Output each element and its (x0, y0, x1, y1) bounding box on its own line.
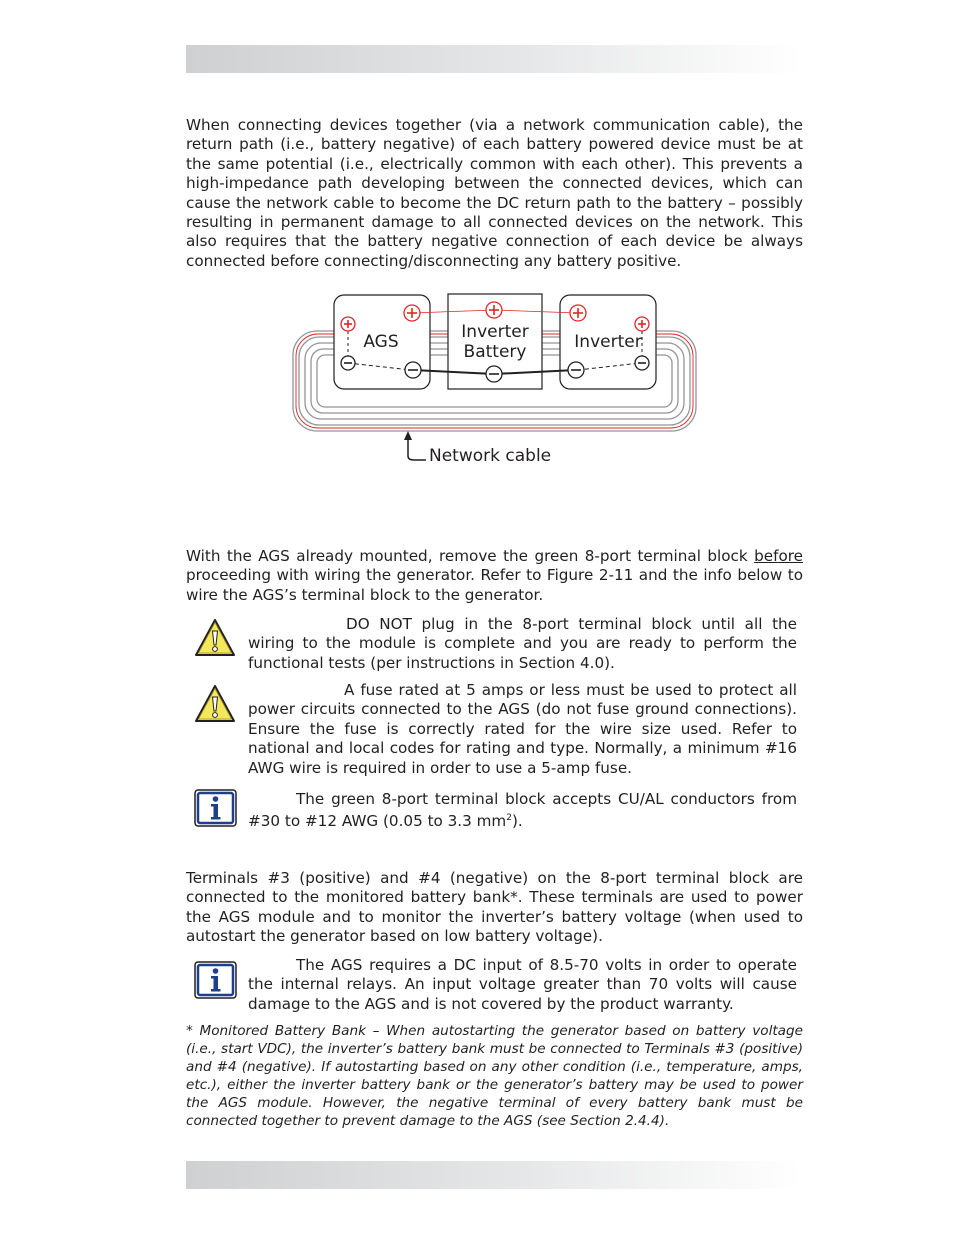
info-text-2: The AGS requires a DC input of 8.5-70 volts in order to operate the internal relays. An input voltage greater than 70 volts will cause damage to the AGS and is not covered by the product warranty. (248, 956, 797, 1013)
info1-end: ). (511, 812, 523, 831)
info-icon (194, 961, 237, 999)
para2-text: With the AGS already mounted, remove the green 8-port terminal block (186, 547, 748, 565)
header-bar (186, 45, 802, 73)
network-diagram (280, 290, 710, 470)
info1-text: The green 8-port terminal block accepts CU/AL conductors from #30 to #12 AWG (0.05 to 3.3 mm (248, 790, 797, 831)
pointer-arrow (408, 438, 426, 460)
footer-bar (186, 1161, 802, 1189)
para2-underlined: before (754, 547, 804, 565)
battery-label-line2: Battery (463, 342, 527, 362)
caution-icon (193, 683, 237, 725)
para2-text-end: proceeding with wiring the generator. Refer to Figure 2-11 and the info below to wire the AGS’s terminal block to the generator. (186, 566, 803, 604)
terminals-paragraph: Terminals #3 (positive) and #4 (negative) on the 8-port terminal block are connected to the monitored battery bank*. These terminals are used to power the AGS module and to monitor the inverter’s battery voltage (when used to autostart the generator based on low battery voltage). (186, 869, 803, 946)
caution-icon (193, 617, 237, 659)
info-icon (194, 789, 237, 827)
info-text-1 (248, 790, 797, 832)
info1-sup: 2 (506, 813, 512, 824)
caution-text-1: DO NOT plug in the 8-port terminal block until all the wiring to the module is complete and you are ready to perform the functional tests (per instructions in Section 4.0). (248, 615, 797, 672)
battery-label-line1: Inverter (461, 322, 529, 342)
caution-text-2: A fuse rated at 5 amps or less must be used to protect all power circuits connected to the AGS (do not fuse ground connections). Ensure the fuse is correctly rated for the wire size used. Refer to national and local codes for rating and type. Normally, a minimum #16 AWG wire is required in order to use a 5-amp fuse. (248, 681, 797, 777)
footnote: * Monitored Battery Bank – When autostarting the generator based on battery voltage (i.e., start VDC), the inverter’s battery bank must be connected to Terminals #3 (positive) and #4 (negative). If autostarting based on any other condition (i.e., temperature, amps, etc.), either the inverter battery bank or the generator’s battery may be used to power the AGS module. However, the negative terminal of every battery bank must be connected together to prevent damage to the AGS (see Section 2.4.4). (186, 1023, 803, 1129)
inverter-label: Inverter (574, 332, 642, 352)
network-cable-label: Network cable (429, 446, 552, 466)
terminal-block-paragraph (186, 547, 803, 605)
ags-label: AGS (363, 332, 399, 352)
network-paragraph: When connecting devices together (via a network communication cable), the return path (i.e., battery negative) of each battery powered device must be at the same potential (i.e., electrically common with each other). This prevents a high-impedance path developing between the connected devices, which can cause the network cable to become the DC return path to the battery – possibly resulting in permanent damage to all connected devices on the network. This also requires that the battery negative connection of each device be always connected before connecting/disconnecting any battery positive. (186, 116, 803, 270)
